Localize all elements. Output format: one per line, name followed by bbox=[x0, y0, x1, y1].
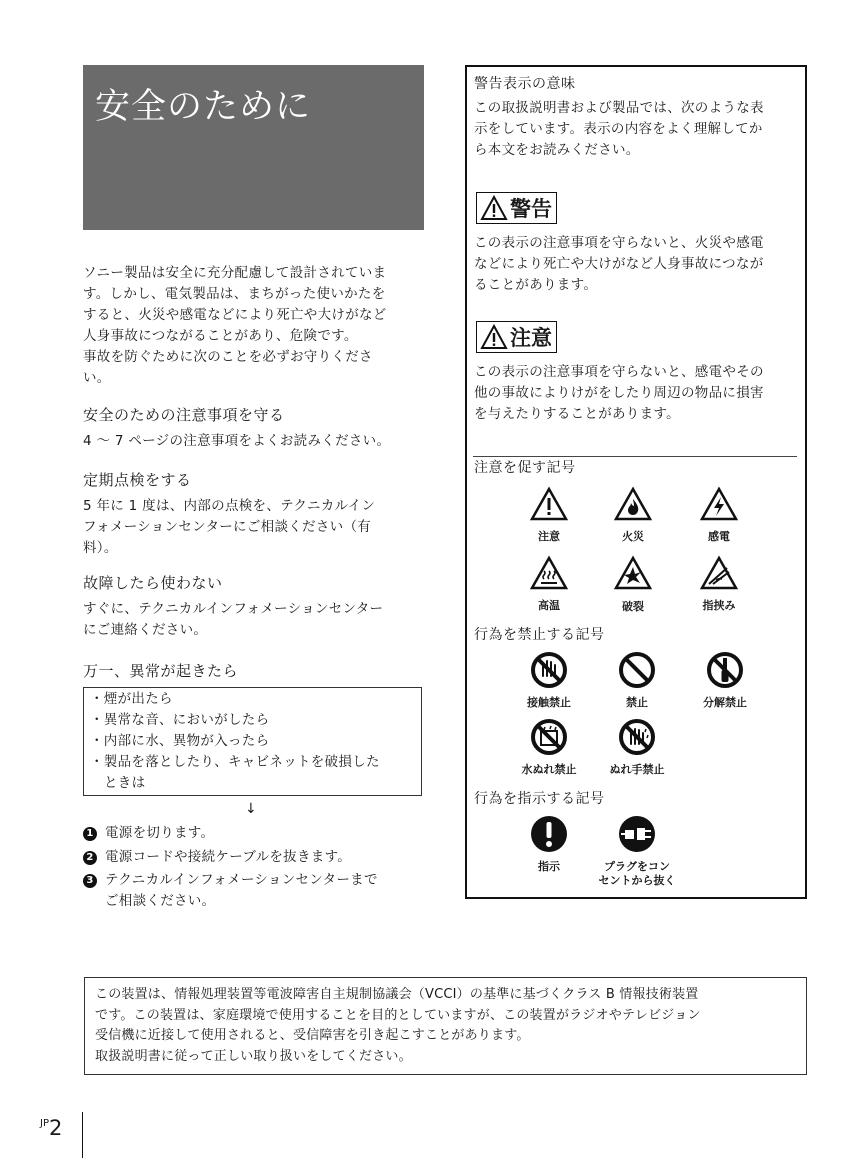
pinch-triangle-icon bbox=[699, 554, 739, 594]
fire-triangle-icon bbox=[613, 485, 653, 525]
symbol-no-disassembly bbox=[705, 650, 745, 694]
caution-text bbox=[474, 362, 804, 425]
vcci-line: この装置は、情報処理装置等電波障害自主規制協議会（VCCI）の基準に基づくクラス B 情報技術装置 bbox=[95, 987, 699, 1002]
symbol-label: 注意 bbox=[538, 530, 560, 543]
section-line: 料）。 bbox=[83, 540, 118, 556]
step-text-continued: ご相談ください。 bbox=[105, 893, 216, 909]
legend-intro-line: ら本文をお読みください。 bbox=[474, 142, 640, 158]
warning-line: などにより死亡や大けがなど人身事故につなが bbox=[474, 256, 764, 272]
step-text: 電源を切ります。 bbox=[105, 825, 215, 841]
symbol-label: 高温 bbox=[538, 599, 560, 612]
emergency-list bbox=[83, 687, 422, 796]
hot-triangle-icon bbox=[529, 554, 569, 594]
intro-line: すると、火災や感電などにより死亡や大けがなど bbox=[83, 307, 387, 323]
down-arrow-icon: ↓ bbox=[245, 801, 257, 817]
section-text bbox=[83, 496, 426, 559]
symbol-prohibited bbox=[617, 650, 657, 694]
symbol-no-wet-hands bbox=[617, 717, 657, 761]
step-number: 3 bbox=[83, 874, 97, 888]
symbol-label: 禁止 bbox=[626, 696, 648, 709]
symbol-label: セントから抜く bbox=[598, 874, 676, 887]
attention-heading: 注意を促す記号 bbox=[474, 460, 576, 476]
caution-label bbox=[476, 321, 557, 353]
symbol-unplug bbox=[617, 814, 657, 858]
symbol-fire bbox=[613, 485, 653, 529]
symbol-no-touch bbox=[529, 650, 569, 694]
caution-label-text: 注意 bbox=[510, 326, 552, 350]
section-heading: 定期点検をする bbox=[83, 471, 192, 489]
step-item bbox=[83, 823, 426, 844]
step-number: 1 bbox=[83, 827, 97, 841]
prohibited-icon bbox=[617, 650, 657, 690]
legend-intro-line: この取扱説明書および製品では、次のような表 bbox=[474, 100, 764, 116]
no-wet-icon bbox=[529, 717, 569, 757]
warning-triangle-icon bbox=[480, 195, 508, 221]
step-text: 電源コードや接続ケーブルを抜きます。 bbox=[105, 849, 352, 865]
intro-paragraph bbox=[83, 263, 426, 389]
page-rule bbox=[82, 1112, 83, 1158]
section-heading: 安全のための注意事項を守る bbox=[83, 406, 285, 424]
warning-label-text: 警告 bbox=[510, 197, 552, 221]
intro-line: 事故を防ぐために次のことを必ずお守りくださ bbox=[83, 349, 373, 365]
prohibit-heading: 行為を禁止する記号 bbox=[474, 627, 605, 643]
vcci-line: 受信機に近接して使用されると、受信障害を引き起こすことがあります。 bbox=[95, 1028, 530, 1043]
section-text bbox=[83, 431, 426, 452]
emergency-list-item: ときは bbox=[104, 775, 146, 791]
symbol-label: 感電 bbox=[708, 530, 730, 543]
legend-intro bbox=[474, 98, 804, 161]
symbol-label: ぬれ手禁止 bbox=[609, 763, 665, 776]
symbol-label: プラグをコン bbox=[604, 860, 670, 873]
emergency-list-item: ・煙が出たら bbox=[90, 691, 173, 707]
symbol-label: 水ぬれ禁止 bbox=[521, 763, 577, 776]
emergency-heading: 万一、異常が起きたら bbox=[83, 662, 239, 680]
symbol-hot bbox=[529, 554, 569, 598]
warning-label bbox=[476, 192, 557, 224]
symbol-mandatory bbox=[529, 814, 569, 858]
section-line: フォメーションセンターにご相談ください（有 bbox=[83, 519, 372, 535]
symbol-label: 指示 bbox=[538, 860, 560, 873]
symbol-caution bbox=[529, 485, 569, 529]
symbol-explosion bbox=[613, 554, 653, 598]
intro-line: す。しかし、電気製品は、まちがった使いかたを bbox=[83, 286, 386, 302]
emergency-list-item: ・内部に水、異物が入ったら bbox=[90, 733, 270, 749]
no-touch-icon bbox=[529, 650, 569, 690]
title-banner bbox=[83, 65, 424, 230]
symbol-label: 分解禁止 bbox=[703, 696, 747, 709]
vcci-notice bbox=[84, 977, 807, 1075]
warning-line: ることがあります。 bbox=[474, 277, 598, 293]
symbol-pinch bbox=[699, 554, 739, 598]
section-line: 4 ～ 7 ページの注意事項をよくお読みください。 bbox=[83, 433, 391, 449]
explosion-triangle-icon bbox=[613, 554, 653, 594]
no-wet-hands-icon bbox=[617, 717, 657, 757]
no-disassembly-icon bbox=[705, 650, 745, 690]
caution-line: を与えたりすることがあります。 bbox=[474, 406, 680, 422]
section-text bbox=[83, 599, 426, 641]
mandatory-icon bbox=[529, 814, 569, 854]
section-line: 5 年に 1 度は、内部の点検を、テクニカルイン bbox=[83, 498, 376, 514]
caution-line: この表示の注意事項を守らないと、感電やその bbox=[474, 364, 764, 380]
section-heading: 故障したら使わない bbox=[83, 574, 223, 592]
symbol-label: 指挟み bbox=[702, 599, 736, 612]
page-title: 安全のために bbox=[95, 87, 312, 127]
caution-triangle-icon bbox=[480, 324, 508, 350]
symbol-no-wet bbox=[529, 717, 569, 761]
warning-line: この表示の注意事項を守らないと、火災や感電 bbox=[474, 235, 764, 251]
symbol-shock bbox=[699, 485, 739, 529]
warning-text bbox=[474, 233, 804, 296]
divider bbox=[473, 456, 797, 457]
symbol-label: 火災 bbox=[622, 530, 644, 543]
intro-line: ソニー製品は安全に充分配慮して設計されていま bbox=[83, 265, 387, 281]
intro-line: い。 bbox=[83, 370, 111, 386]
vcci-line: 取扱説明書に従って正しい取り扱いをしてください。 bbox=[95, 1048, 412, 1064]
symbol-label: 接触禁止 bbox=[527, 696, 571, 709]
intro-line: 人身事故につながることがあり、危険です。 bbox=[83, 328, 358, 344]
caution-triangle-icon bbox=[529, 485, 569, 525]
step-text: テクニカルインフォメーションセンターまで bbox=[105, 872, 378, 888]
vcci-line: です。この装置は、家庭環境で使用することを目的としていますが、この装置がラジオやテレビジョン bbox=[95, 1007, 701, 1023]
unplug-icon bbox=[617, 814, 657, 854]
step-item bbox=[83, 870, 426, 891]
step-item bbox=[83, 847, 426, 868]
section-line: にご連絡ください。 bbox=[83, 622, 208, 638]
caution-line: 他の事故によりけがをしたり周辺の物品に損害 bbox=[474, 385, 764, 401]
page-digit: 2 bbox=[48, 1116, 63, 1140]
legend-intro-line: 示をしています。表示の内容をよく理解してか bbox=[474, 121, 763, 137]
legend-heading: 警告表示の意味 bbox=[474, 76, 576, 92]
step-number: 2 bbox=[83, 851, 97, 865]
shock-triangle-icon bbox=[699, 485, 739, 525]
symbol-label: 破裂 bbox=[622, 600, 644, 613]
mandatory-heading: 行為を指示する記号 bbox=[474, 791, 605, 807]
section-line: すぐに、テクニカルインフォメーションセンター bbox=[83, 601, 384, 617]
emergency-list-item: ・異常な音、においがしたら bbox=[90, 712, 270, 728]
page-prefix: JP bbox=[40, 1118, 49, 1129]
page-number bbox=[40, 1116, 62, 1140]
emergency-list-item: ・製品を落としたり、キャビネットを破損した bbox=[90, 754, 380, 770]
